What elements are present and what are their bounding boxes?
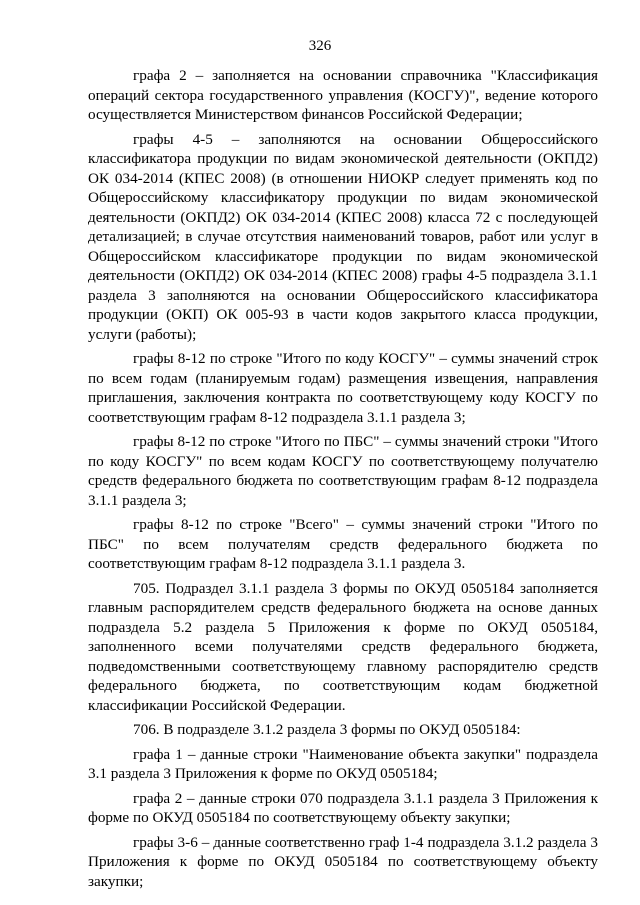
paragraph-grafy-3-6: графы 3-6 – данные соответственно граф 1-4 подраздела 3.1.2 раздела 3 Приложения к форме по ОКУД 0505184 по соответствующему объекту закупки; bbox=[88, 833, 598, 890]
paragraph-706: 706. В подразделе 3.1.2 раздела 3 формы по ОКУД 0505184: bbox=[133, 721, 521, 738]
paragraph-vsego: графы 8-12 по строке "Всего" – суммы значений строки "Итого по ПБС" по всем получателям средств федерального бюджета по соответствующим графам 8-12 подраздела 3.1.1 раздела 3. bbox=[88, 516, 598, 572]
page-number: 326 bbox=[308, 38, 332, 54]
paragraph-grafa-2-070: графа 2 – данные строки 070 подраздела 3.1.1 раздела 3 Приложения к форме по ОКУД 0505184 по соответствующему объекту закупки; bbox=[88, 789, 598, 826]
paragraph-itogo-pbs: графы 8-12 по строке "Итого по ПБС" – суммы значений строки "Итого по коду КОСГУ" по всем кодам КОСГУ по соответствующему получателю средств федерального бюджета по соответствующим графам 8-12 подраздела 3.1.1 раздела 3; bbox=[88, 433, 598, 509]
paragraph-grafa-2: графа 2 – заполняется на основании справочника "Классификация операций сектора государственного управления (КОСГУ)", ведение которого осуществляется Министерством финансов Российской Федерации; bbox=[88, 67, 598, 123]
paragraph-grafa-1: графа 1 – данные строки "Наименование объекта закупки" подраздела 3.1 раздела 3 Приложения к форме по ОКУД 0505184; bbox=[88, 745, 598, 782]
document-body bbox=[88, 66, 598, 896]
paragraph-itogo-kosgu: графы 8-12 по строке "Итого по коду КОСГУ" – суммы значений строк по всем годам (планируемым годам) размещения извещения, направления приглашения, заключения контракта по соответствующему коду КОСГУ по соответствующим графам 8-12 подраздела 3.1.1 раздела 3; bbox=[88, 350, 598, 426]
paragraph-705: 705. Подраздел 3.1.1 раздела 3 формы по ОКУД 0505184 заполняется главным распорядителем средств федерального бюджета на основе данных подраздела 5.2 раздела 5 Приложения к форме по ОКУД 0505184, заполненного всеми получателями средств федерального бюджета, подведомственными соответствующему главному распорядителю средств федерального бюджета, по соответствующим кодам бюджетной классификации Российской Федерации. bbox=[88, 579, 598, 714]
paragraph-grafy-4-5: графы 4-5 – заполняются на основании Общероссийского классификатора продукции по видам экономической деятельности (ОКПД2) ОК 034-2014 (КПЕС 2008) (в отношении НИОКР следует применять код по Общероссийскому классификатору продукции по видам экономической деятельности (ОКПД2) ОК 034-2014 (КПЕС 2008) класса 72 с последующей детализацией; в случае отсутствия наименований товаров, работ или услуг в Общероссийском классификаторе продукции по видам экономической деятельности (ОКПД2) ОК 034-2014 (КПЕС 2008) графы 4-5 подраздела 3.1.1 раздела 3 заполняются на основании Общероссийского классификатора продукции (ОКП) ОК 005-93 в части кодов закрытого класса продукции, услуги (работы); bbox=[88, 130, 598, 343]
